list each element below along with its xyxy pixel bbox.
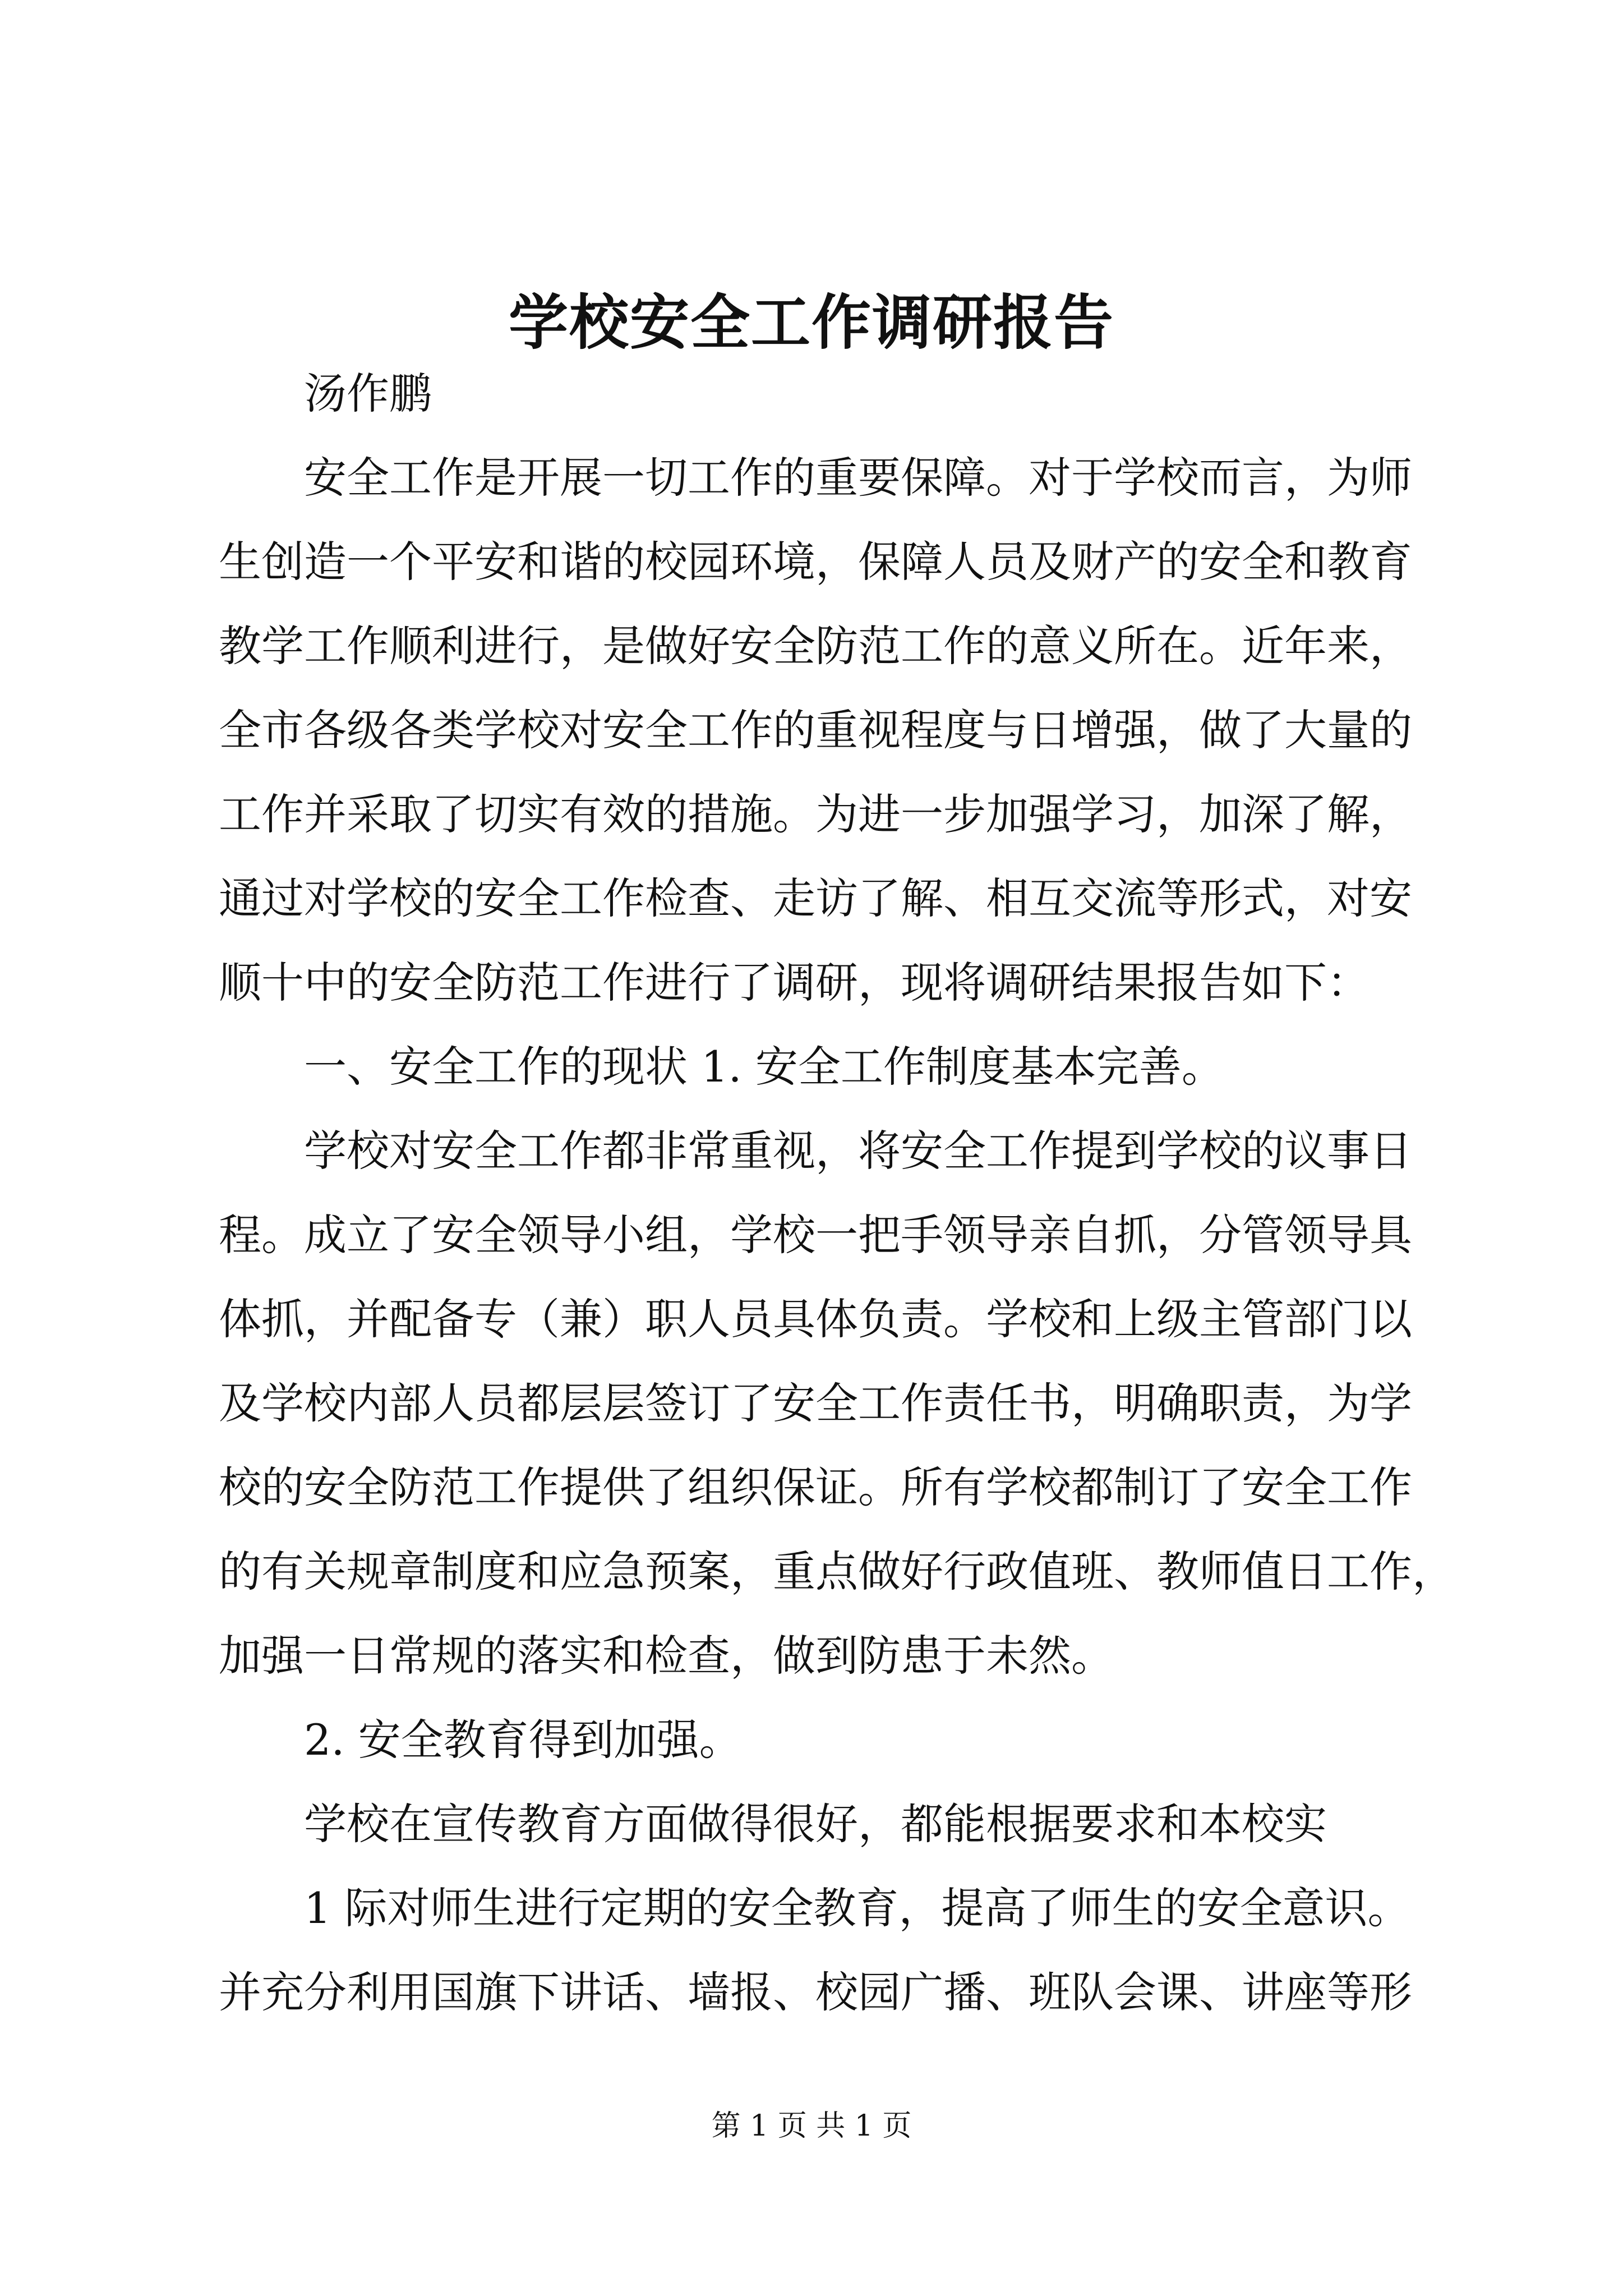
paragraph-line: 通过对学校的安全工作检查、走访了解、相互交流等形式，对安 xyxy=(219,873,1412,923)
paragraph-line: 体抓，并配备专（兼）职人员具体负责。学校和上级主管部门以 xyxy=(219,1294,1412,1344)
section-heading: 2. 安全教育得到加强。 xyxy=(304,1715,742,1765)
paragraph-line: 的有关规章制度和应急预案，重点做好行政值班、教师值日工作， xyxy=(219,1547,1455,1596)
paragraph-line: 加强一日常规的落实和检查，做到防患于未然。 xyxy=(219,1631,1114,1681)
paragraph-line: 安全工作是开展一切工作的重要保障。对于学校而言，为师 xyxy=(304,453,1412,503)
paragraph-line: 学校在宣传教育方面做得很好，都能根据要求和本校实 xyxy=(304,1799,1327,1849)
paragraph-line: 程。成立了安全领导小组，学校一把手领导亲自抓，分管领导具 xyxy=(219,1210,1412,1260)
paragraph-line: 及学校内部人员都层层签订了安全工作责任书，明确职责，为学 xyxy=(219,1378,1412,1428)
paragraph-line: 工作并采取了切实有效的措施。为进一步加强学习，加深了解， xyxy=(219,789,1412,839)
paragraph-line: 全市各级各类学校对安全工作的重视程度与日增强，做了大量的 xyxy=(219,705,1412,755)
paragraph-line: 并充分利用国旗下讲话、墙报、校园广播、班队会课、讲座等形 xyxy=(219,1967,1412,2017)
paragraph-line: 1 际对师生进行定期的安全教育，提高了师生的安全意识。 xyxy=(304,1883,1410,1933)
document-title: 学校安全工作调研报告 xyxy=(509,287,1114,357)
paragraph-line: 教学工作顺利进行，是做好安全防范工作的意义所在。近年来， xyxy=(219,621,1412,671)
paragraph-line: 学校对安全工作都非常重视，将安全工作提到学校的议事日 xyxy=(304,1126,1412,1176)
paragraph-line: 生创造一个平安和谐的校园环境，保障人员及财产的安全和教育 xyxy=(219,537,1412,587)
section-heading: 一、安全工作的现状 1. 安全工作制度基本完善。 xyxy=(304,1042,1224,1092)
document-body xyxy=(219,352,1455,2035)
paragraph-line: 顺十中的安全防范工作进行了调研，现将调研结果报告如下： xyxy=(219,958,1370,1007)
paragraph-line: 校的安全防范工作提供了组织保证。所有学校都制订了安全工作 xyxy=(219,1462,1412,1512)
page-footer: 第 1 页 共 1 页 xyxy=(711,2109,912,2143)
author-name: 汤作鹏 xyxy=(304,369,432,418)
